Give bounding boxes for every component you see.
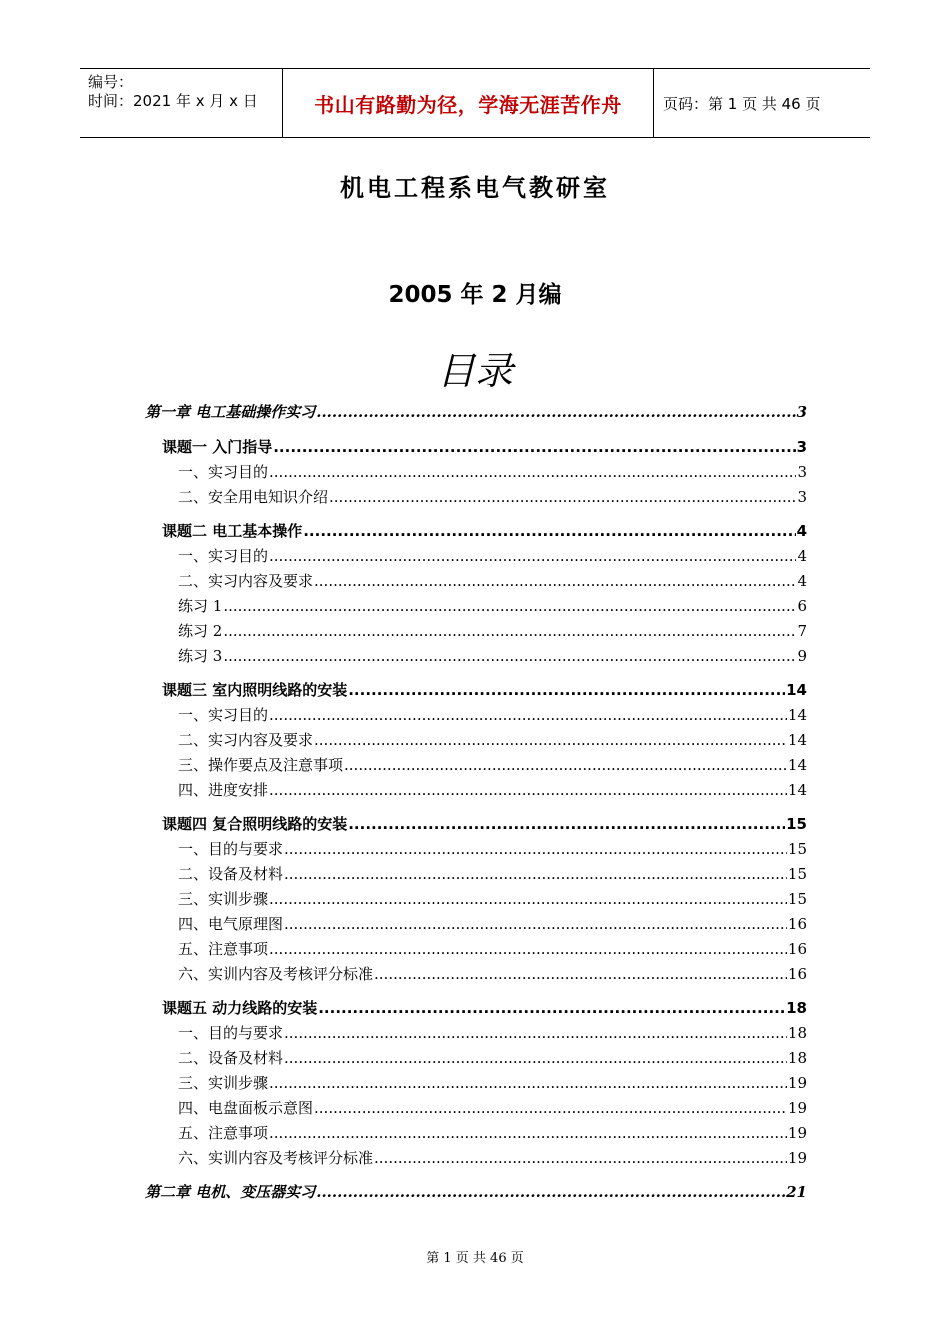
toc-label: 课题二 电工基本操作 — [162, 522, 303, 540]
toc-entry[interactable] — [145, 1181, 807, 1202]
toc-page: 18 — [787, 1024, 807, 1042]
toc-leader — [314, 572, 796, 590]
toc-label: 练习 3 — [178, 647, 223, 665]
toc-leader — [284, 865, 787, 883]
toc-page: 15 — [787, 840, 807, 858]
toc-page: 14 — [787, 706, 807, 724]
toc-page: 16 — [787, 965, 807, 983]
toc-entry[interactable] — [178, 888, 807, 909]
toc-leader — [284, 1024, 787, 1042]
toc-leader — [316, 1183, 785, 1201]
toc-page: 3 — [796, 438, 807, 456]
toc-entry[interactable] — [178, 1147, 807, 1168]
toc-entry[interactable] — [145, 401, 807, 422]
toc-label: 五、注意事项 — [178, 940, 269, 958]
toc-entry[interactable] — [178, 620, 807, 641]
toc-page: 16 — [787, 915, 807, 933]
toc-entry[interactable] — [178, 1022, 807, 1043]
toc-entry[interactable] — [178, 704, 807, 725]
page-footer: 第 1 页 共 46 页 — [426, 1251, 524, 1266]
toc-label: 六、实训内容及考核评分标准 — [178, 965, 374, 983]
toc-leader — [269, 1074, 787, 1092]
toc-label: 一、实习目的 — [178, 706, 269, 724]
toc-entry[interactable] — [178, 570, 807, 591]
toc-label: 第一章 电工基础操作实习 — [145, 403, 316, 421]
edition-date: 2005 年 2 月编 — [388, 282, 562, 308]
toc-leader — [284, 915, 787, 933]
toc-entry[interactable] — [178, 1072, 807, 1093]
toc-title: 目录 — [436, 349, 513, 393]
toc-label: 课题三 室内照明线路的安装 — [162, 681, 348, 699]
toc-entry[interactable] — [162, 813, 807, 834]
toc-leader — [284, 840, 787, 858]
toc-page: 18 — [786, 999, 807, 1017]
page-header — [80, 68, 870, 138]
toc-label: 二、安全用电知识介绍 — [178, 488, 329, 506]
toc-entry[interactable] — [178, 595, 807, 616]
toc-page: 21 — [786, 1183, 807, 1201]
toc-leader — [269, 781, 787, 799]
toc-entry[interactable] — [178, 1097, 807, 1118]
toc-entry[interactable] — [178, 838, 807, 859]
toc-entry[interactable] — [162, 436, 807, 457]
toc-leader — [223, 622, 796, 640]
header-number-label: 编号： — [88, 73, 134, 91]
toc-entry[interactable] — [178, 913, 807, 934]
toc-page: 19 — [787, 1099, 807, 1117]
toc-label: 课题五 动力线路的安装 — [162, 999, 318, 1017]
toc-page: 15 — [787, 890, 807, 908]
toc-page: 19 — [787, 1124, 807, 1142]
toc-entry[interactable] — [178, 863, 807, 884]
toc-leader — [269, 940, 787, 958]
header-motto: 书山有路勤为径，学海无涯苦作舟 — [282, 69, 654, 137]
toc-leader — [303, 522, 795, 540]
toc-label: 一、目的与要求 — [178, 1024, 284, 1042]
toc-label: 二、实习内容及要求 — [178, 572, 314, 590]
toc-label: 五、注意事项 — [178, 1124, 269, 1142]
toc-label: 一、实习目的 — [178, 463, 269, 481]
toc-label: 一、目的与要求 — [178, 840, 284, 858]
toc-label: 练习 1 — [178, 597, 223, 615]
toc-page: 16 — [787, 940, 807, 958]
toc-leader — [348, 815, 785, 833]
toc-page: 9 — [797, 647, 807, 665]
toc-leader — [374, 965, 787, 983]
toc-label: 一、实习目的 — [178, 547, 269, 565]
toc-leader — [314, 1099, 787, 1117]
toc-entry[interactable] — [178, 729, 807, 750]
toc-label: 四、电气原理图 — [178, 915, 284, 933]
toc-page: 4 — [796, 522, 807, 540]
toc-label: 课题一 入门指导 — [162, 438, 273, 456]
toc-leader — [269, 1124, 787, 1142]
toc-page: 3 — [797, 488, 807, 506]
toc-page: 3 — [796, 403, 807, 421]
toc-leader — [314, 731, 787, 749]
toc-leader — [284, 1049, 787, 1067]
toc-label: 三、实训步骤 — [178, 1074, 269, 1092]
toc-entry[interactable] — [178, 486, 807, 507]
header-date: 时间：2021 年 x 月 x 日 — [88, 92, 258, 110]
toc-label: 练习 2 — [178, 622, 223, 640]
toc-entry[interactable] — [178, 779, 807, 800]
toc-leader — [374, 1149, 787, 1167]
toc-label: 二、实习内容及要求 — [178, 731, 314, 749]
toc-leader — [318, 999, 785, 1017]
toc-leader — [269, 463, 796, 481]
toc-leader — [273, 438, 795, 456]
toc-label: 课题四 复合照明线路的安装 — [162, 815, 348, 833]
toc-page: 19 — [787, 1074, 807, 1092]
toc-page: 14 — [787, 756, 807, 774]
toc-page: 4 — [797, 572, 807, 590]
header-page-info: 页码：第 1 页 共 46 页 — [663, 94, 821, 113]
toc-leader — [223, 597, 796, 615]
toc-leader — [316, 403, 795, 421]
toc-label: 二、设备及材料 — [178, 865, 284, 883]
toc-leader — [348, 681, 785, 699]
toc-leader — [269, 547, 796, 565]
toc-entry[interactable] — [178, 754, 807, 775]
toc-entry[interactable] — [162, 679, 807, 700]
toc-page: 15 — [786, 815, 807, 833]
toc-page: 18 — [787, 1049, 807, 1067]
toc-entry[interactable] — [178, 461, 807, 482]
toc-label: 三、操作要点及注意事项 — [178, 756, 344, 774]
toc-label: 二、设备及材料 — [178, 1049, 284, 1067]
toc-entry[interactable] — [178, 645, 807, 666]
toc-leader — [269, 890, 787, 908]
toc-label: 四、电盘面板示意图 — [178, 1099, 314, 1117]
toc-label: 四、进度安排 — [178, 781, 269, 799]
toc-leader — [344, 756, 787, 774]
toc-entry[interactable] — [178, 1047, 807, 1068]
toc-entry[interactable] — [178, 1122, 807, 1143]
toc-label: 第二章 电机、变压器实习 — [145, 1183, 316, 1201]
toc-page: 3 — [797, 463, 807, 481]
toc-entry[interactable] — [178, 545, 807, 566]
toc-page: 4 — [797, 547, 807, 565]
toc-page: 14 — [787, 731, 807, 749]
toc-page: 7 — [797, 622, 807, 640]
toc-page: 6 — [797, 597, 807, 615]
toc-label: 三、实训步骤 — [178, 890, 269, 908]
toc-page: 14 — [787, 781, 807, 799]
department-title: 机电工程系电气教研室 — [340, 174, 610, 202]
toc-label: 六、实训内容及考核评分标准 — [178, 1149, 374, 1167]
header-meta — [80, 69, 282, 137]
toc-entry[interactable] — [178, 963, 807, 984]
toc-page: 15 — [787, 865, 807, 883]
toc-page: 19 — [787, 1149, 807, 1167]
toc-entry[interactable] — [178, 938, 807, 959]
toc-page: 14 — [786, 681, 807, 699]
toc-entry[interactable] — [162, 997, 807, 1018]
toc-leader — [269, 706, 787, 724]
toc-entry[interactable] — [162, 520, 807, 541]
toc-leader — [223, 647, 796, 665]
toc-leader — [329, 488, 796, 506]
